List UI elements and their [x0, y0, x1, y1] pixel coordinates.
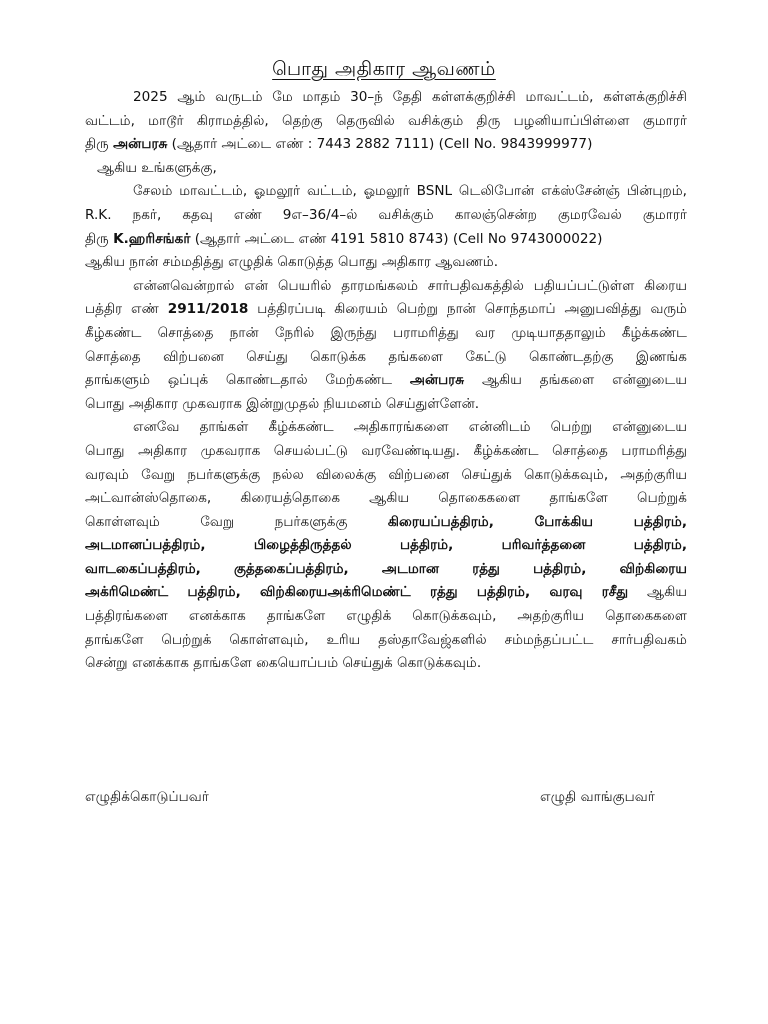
para4-line1: எனவே தாங்கள் கீழ்க்கண்ட அதிகாரங்களை என்னிடம் பெற்று என்னுடைய — [133, 419, 687, 436]
para4-line3: வரவும் வேறு நபர்களுக்கு நல்ல விலைக்கு விற்பனை செய்துக் கொடுக்கவும், அதற்குரிய — [85, 466, 687, 483]
para4-line6 — [85, 534, 687, 558]
para4-line11: சென்று எனக்காக தாங்களே கையொப்பம் செய்துக் கொடுக்கவும். — [85, 655, 482, 672]
para3-line4: சொத்தை விற்பனை செய்து கொடுக்க தங்களை கேட்டு கொண்டதற்கு இணங்க — [85, 348, 687, 365]
para3-line2 — [85, 298, 687, 322]
para2-line1: சேலம் மாவட்டம், ஓமலூர் வட்டம், ஓமலூர் BSNL டெலிபோன் எக்ஸ்சேன்ஞ் பின்புறம், — [133, 183, 687, 200]
deed-types: அக்ரிமெண்ட் பத்திரம், விற்கிரையஅக்ரிமெண்ட் ரத்து பத்திரம், வரவு ரசீது — [85, 584, 629, 601]
text: (ஆதார் அட்டை எண் : 7443 2882 7111) (Cell No. 9843999977) — [167, 136, 593, 153]
deed-number: 2911/2018 — [167, 301, 249, 318]
deed-types: அடமானப்பத்திரம், பிழைத்திருத்தல் பத்திரம், பரிவர்த்தனை பத்திரம், — [85, 537, 687, 554]
para4-line8 — [85, 581, 687, 605]
para3-line6: பொது அதிகார முகவராக இன்றுமுதல் நியமனம் செய்துள்ளேன். — [85, 395, 480, 412]
text: பத்திரப்படி கிரையம் பெற்று நான் சொந்தமாப் அனுபவித்து வரும் — [248, 301, 687, 318]
deed-types: கிரையப்பத்திரம், போக்கிய பத்திரம், — [387, 513, 687, 530]
grantee-name: அன்பரசு — [409, 372, 465, 389]
text: ஆகிய தங்களை என்னுடைய — [464, 372, 687, 389]
para4-line5 — [85, 511, 687, 535]
para4-line10: தாங்களே பெற்றுக் கொள்ளவும், உரிய தஸ்தாவேஜ்களில் சம்மந்தப்பட்ட சார்பதிவகம் — [85, 631, 687, 648]
para3-line5 — [85, 369, 687, 393]
document-title: பொது அதிகார ஆவணம் — [272, 58, 496, 80]
text: திரு — [85, 136, 114, 153]
para4-line4: அட்வான்ஸ்தொகை, கிரையத்தொகை ஆகிய தொகைகளை தாங்களே பெற்றுக் — [85, 490, 687, 507]
text: பத்திர எண் — [85, 301, 168, 318]
deed-types: வாடகைப்பத்திரம், குத்தகைப்பத்திரம், அடமான ரத்து பத்திரம், விற்கிரைய — [85, 560, 687, 577]
para4-line2: பொது அதிகார முகவராக செயல்பட்டு வரவேண்டியது. கீழ்க்கண்ட சொத்தை பராமரித்து — [85, 442, 687, 459]
para1-line2: வட்டம், மாடூர் கிராமத்தில், தெற்கு தெருவில் வசிக்கும் திரு பழனியாப்பிள்ளை குமாரர் — [85, 112, 687, 129]
para3-line3: கீழ்கண்ட சொத்தை நான் நேரில் இருந்து பராமரித்து வர முடியாததாலும் கீழ்க்கண்ட — [85, 324, 687, 341]
para4-line7 — [85, 558, 687, 582]
para1-line3 — [85, 133, 687, 157]
signature-label-executant: எழுதிக்கொடுப்பவர் — [85, 789, 209, 805]
text: (ஆதார் அட்டை எண் 4191 5810 8743) (Cell No 9743000022) — [190, 230, 603, 247]
grantee-name: அன்பரசு — [113, 136, 168, 153]
para2-line2: R.K. நகர், கதவு எண் 9எ–36/4–ல் வசிக்கும் காலஞ்சென்ற குமரவேல் குமாரர் — [85, 206, 687, 223]
text: தாங்களும் ஒப்புக் கொண்டதால் மேற்கண்ட — [85, 372, 410, 389]
para1-line1: 2025 ஆம் வருடம் மே மாதம் 30–ந் தேதி கள்ளக்குறிச்சி மாவட்டம், கள்ளக்குறிச்சி — [133, 89, 687, 105]
text: திரு — [85, 230, 114, 247]
para4-line9: பத்திரங்களை எனக்காக தாங்களே எழுதிக் கொடுக்கவும், அதற்குரிய தொகைகளை — [85, 608, 687, 625]
para2-line4: ஆகிய நான் சம்மதித்து எழுதிக் கொடுத்த பொது அதிகார ஆவணம். — [85, 254, 499, 271]
text: ஆகிய — [628, 584, 687, 601]
signature-label-recipient: எழுதி வாங்குபவர் — [540, 789, 655, 805]
document-body — [85, 86, 687, 676]
grantor-name: K.ஹரிசங்கர் — [113, 230, 191, 247]
text: கொள்ளவும் வேறு நபர்களுக்கு — [85, 513, 388, 530]
para1-line4: ஆகிய உங்களுக்கு, — [97, 159, 217, 176]
para2-line3 — [85, 228, 687, 252]
para3-line1: என்னவென்றால் என் பெயரில் தாரமங்கலம் சார்பதிவகத்தில் பதியப்பட்டுள்ள கிரைய — [133, 277, 687, 294]
